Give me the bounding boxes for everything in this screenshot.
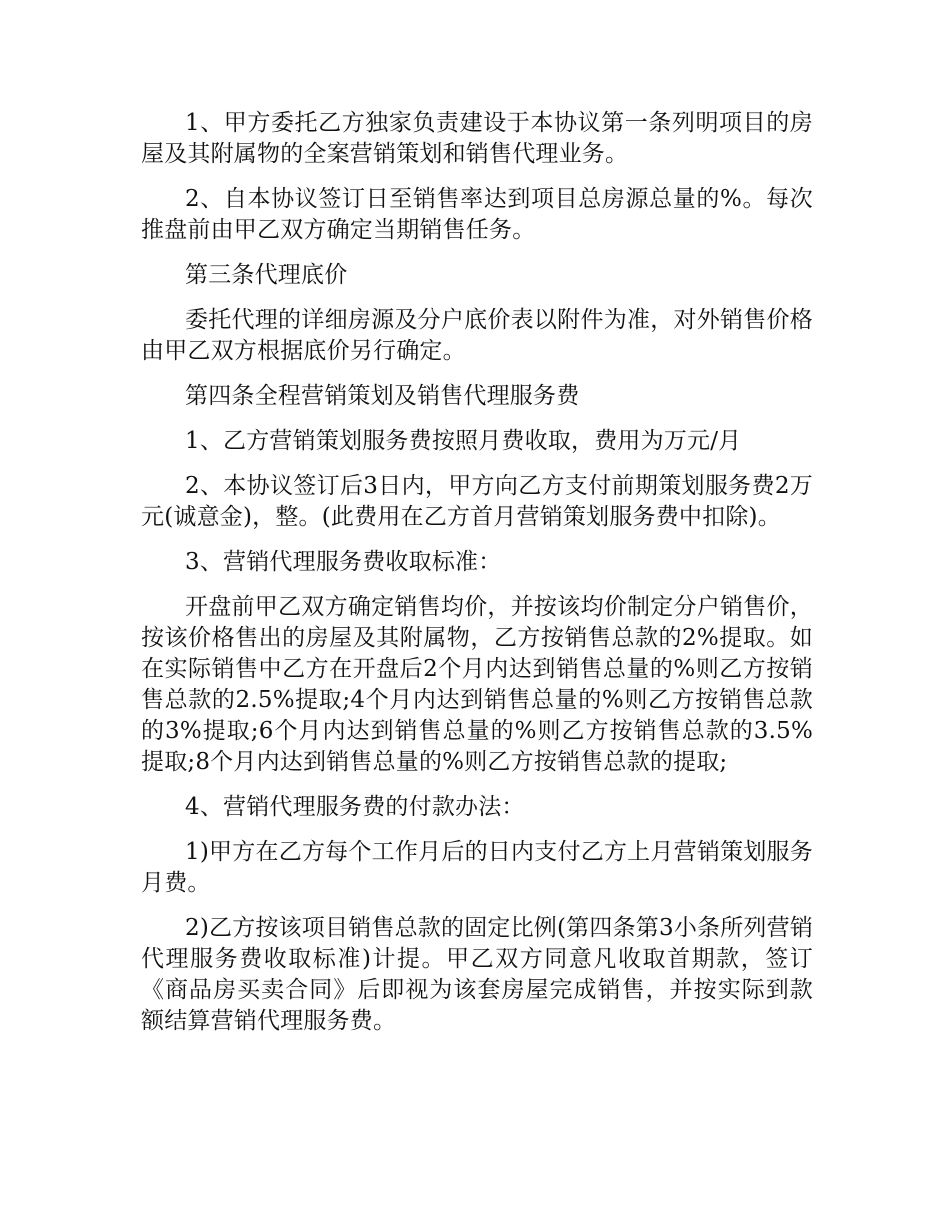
article-4-item-2: 2、本协议签订后3日内，甲方向乙方支付前期策划服务费2万元(诚意金)，整。(此费用在乙方首月营销策划服务费中扣除)。: [141, 473, 813, 530]
article-4-item-1: 1、乙方营销策划服务费按照月费收取，费用为万元/月: [185, 428, 742, 454]
article-4-heading: 第四条全程营销策划及销售代理服务费: [185, 383, 580, 409]
article-3-heading: 第三条代理底价: [185, 262, 348, 288]
article-3-body: 委托代理的详细房源及分户底价表以附件为准，对外销售价格由甲乙双方根据底价另行确定。: [141, 307, 813, 364]
commission-standard: 开盘前甲乙双方确定销售均价，并按该均价制定分户销售价，按该价格售出的房屋及其附属物，乙方按销售总款的2%提取。如在实际销售中乙方在开盘后2个月内达到销售总量的%则乙方按销售总款的2.5%提取;4个月内达到销售总量的%则乙方按销售总款的3%提取;6个月内达到销售总量的%则乙方按销售总款的3.5%提取;8个月内达到销售总量的%则乙方按销售总款的提取;: [141, 594, 813, 775]
payment-method-2: 2)乙方按该项目销售总款的固定比例(第四条第3小条所列营销代理服务费收取标准)计提。甲乙双方同意凡收取首期款，签订《商品房买卖合同》后即视为该套房屋完成销售，并按实际到款额结算营销代理服务费。: [141, 915, 814, 1034]
article-4-item-3: 3、营销代理服务费收取标准：: [185, 549, 502, 575]
clause-2-sales-rate: 2、自本协议签订日至销售率达到项目总房源总量的%。每次推盘前由甲乙双方确定当期销售任务。: [141, 186, 813, 243]
article-4-item-4: 4、营销代理服务费的付款办法：: [185, 794, 525, 820]
document-body: [141, 108, 813, 1051]
payment-method-1: 1)甲方在乙方每个工作月后的日内支付乙方上月营销策划服务月费。: [141, 839, 813, 896]
clause-1-entrustment: 1、甲方委托乙方独家负责建设于本协议第一条列明项目的房屋及其附属物的全案营销策划和销售代理业务。: [141, 110, 813, 167]
